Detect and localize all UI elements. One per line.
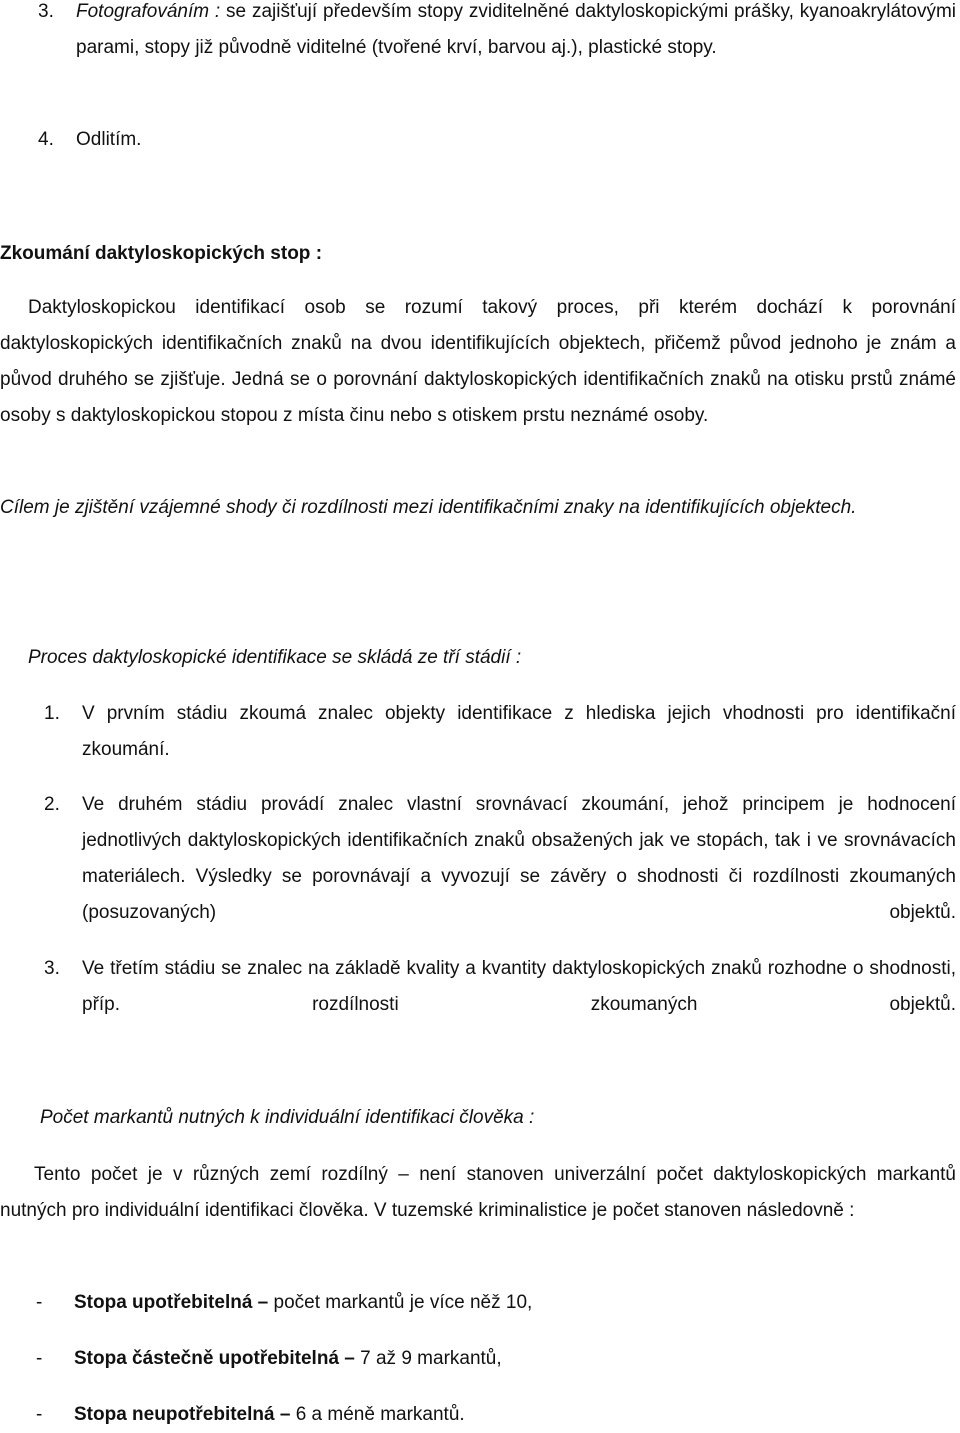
list-number: 3.	[44, 958, 60, 979]
list-item-text: Odlitím.	[76, 129, 142, 150]
list-item-body: 6 a méně markantů.	[290, 1404, 465, 1425]
paragraph-goal: Cílem je zjištění vzájemné shody či rozdílnosti mezi identifikačními znaky na identifikujících objektech.	[0, 497, 857, 518]
list-number: 1.	[44, 703, 60, 724]
list-item-text	[74, 1285, 956, 1321]
list-item-body: se zajišťují především stopy zviditelněné daktyloskopickými prášky, kyanoakrylátovými parami, stopy již původně viditelné (tvořené krví, barvou aj.), plastické stopy.	[76, 1, 956, 58]
dash: -	[36, 1404, 43, 1425]
paragraph: Tento počet je v různých zemí rozdílný – není stanoven univerzální počet daktyloskopických markantů nutných pro individuální identifikaci člověka. V tuzemské kriminalistice je počet stanoven následovně :	[0, 1164, 956, 1221]
list-item-text	[76, 0, 956, 66]
dash: -	[36, 1348, 43, 1369]
list-item-lead: Fotografováním :	[76, 1, 221, 22]
dash: -	[36, 1292, 43, 1313]
list-item-body: počet markantů je více něž 10,	[268, 1292, 533, 1313]
section-heading: Proces daktyloskopické identifikace se skládá ze tří stádií :	[28, 647, 522, 668]
list-item-text	[74, 1341, 956, 1377]
stage-text: V prvním stádiu zkoumá znalec objekty identifikace z hlediska jejich vhodnosti pro identifikační zkoumání.	[82, 703, 956, 760]
section-heading: Zkoumání daktyloskopických stop :	[0, 243, 323, 264]
list-item-term: Stopa neupotřebitelná –	[74, 1404, 291, 1425]
list-item-term: Stopa upotřebitelná –	[74, 1292, 269, 1313]
list-number: 4.	[38, 129, 54, 150]
list-item-body: 7 až 9 markantů,	[354, 1348, 502, 1369]
list-item-text	[74, 1397, 956, 1433]
section-heading: Počet markantů nutných k individuální identifikaci člověka :	[40, 1107, 535, 1128]
list-item-term: Stopa částečně upotřebitelná –	[74, 1348, 355, 1369]
list-number: 3.	[38, 1, 54, 22]
paragraph: Daktyloskopickou identifikací osob se rozumí takový proces, při kterém dochází k porovnání daktyloskopických identifikačních znaků na dvou identifikujících objektech, přičemž původ jednoho je znám a původ druhého se zjišťuje. Jedná se o porovnání daktyloskopických identifikačních znaků na otisku prstů známé osoby s daktyloskopickou stopou z místa činu nebo s otiskem prstu neznámé osoby.	[0, 297, 956, 426]
stage-text: Ve druhém stádiu provádí znalec vlastní srovnávací zkoumání, jehož principem je hodnocení jednotlivých daktyloskopických identifikačních znaků obsažených jak ve stopách, tak i ve srovnávacích materiálech. Výsledky se porovnávají a vyvozují se závěry o shodnosti či rozdílnosti zkoumaných (posuzovaných) objektů.	[82, 794, 956, 923]
list-number: 2.	[44, 794, 60, 815]
stage-text: Ve třetím stádiu se znalec na základě kvality a kvantity daktyloskopických znaků rozhodne o shodnosti, příp. rozdílnosti zkoumaných objektů.	[82, 958, 956, 1015]
